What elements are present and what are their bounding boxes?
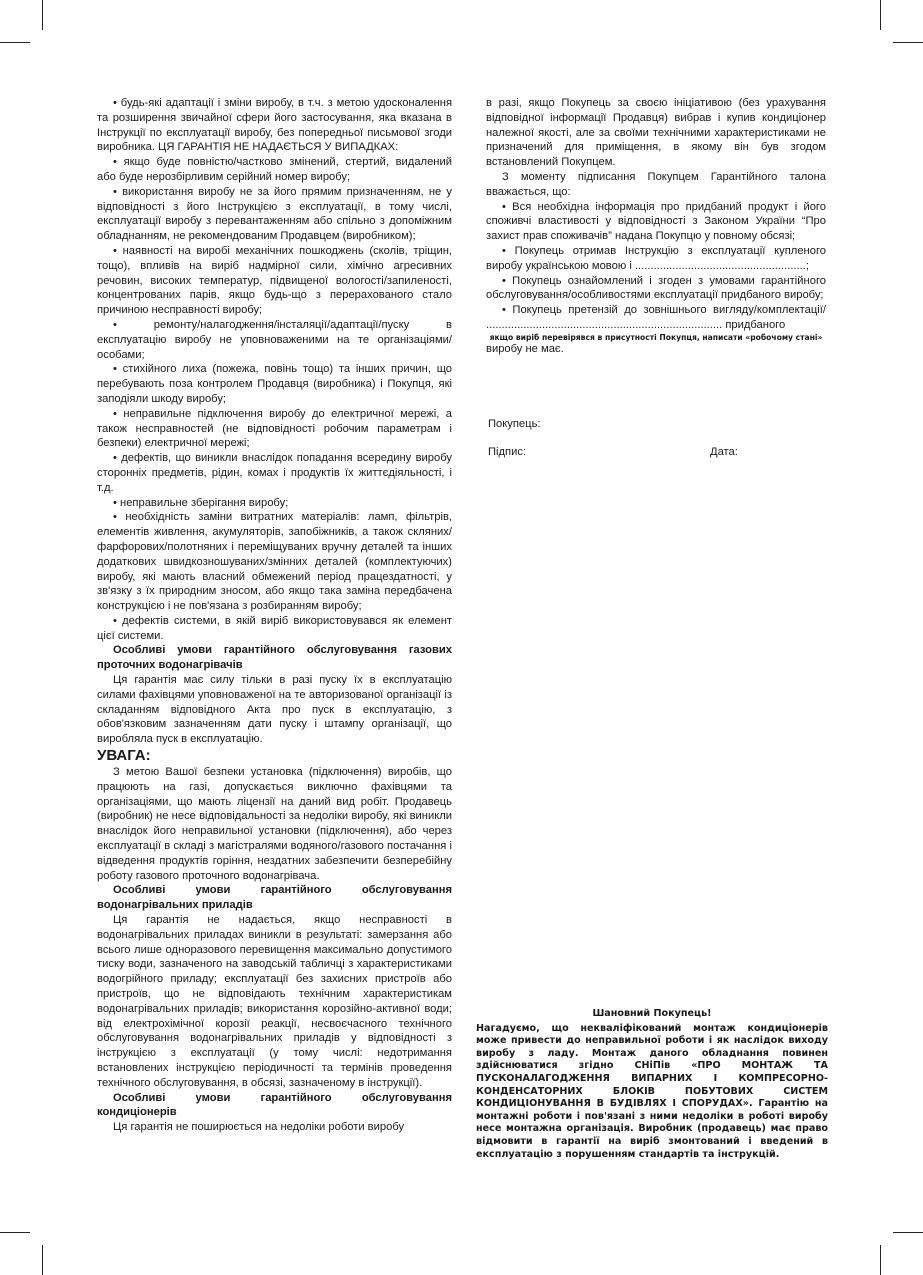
bullet-item: • Покупець претензій до зовнішнього вигляду/комплектації/ ............................................................................ придбаного: [486, 304, 826, 331]
bullet-item: • неправильне підключення виробу до електричної мережі, а також несправностей (не відповідності робочим параметрам і безпеки) електричної мережі;: [97, 407, 452, 450]
bullet-item: • стихійного лиха (пожежа, повінь тощо) та інших причин, що перебувають поза контролем Продавця (виробника) і Покупця, які заподіяли шкоду виробу;: [97, 363, 452, 405]
bullet-item: • використання виробу не за його прямим призначенням, не у відповідності з його Інструкцією з експлуатації, в тому числі, експлуатації виробу з перевантаженням або спільно з допоміжним обладнанням, не рекомендованим Продавцем (виробником);: [97, 185, 452, 243]
crop-mark-bottom-left-h: [0, 1232, 30, 1233]
date-label: Дата:: [710, 446, 738, 458]
paragraph: Ця гарантія має силу тільки в разі пуску їх в експлуатацію силами фахівцями уповноваженої на те авторизованої організації із складанням відповідного Акта про пуск в експлуатацію, з обов'язковим зазначенням дати пуску і штампу організації, що виробляла пуск в експлуатацію.: [97, 674, 452, 746]
bullet-item: • необхідність заміни витратних матеріалів: ламп, фільтрів, елементів живлення, акумуляторів, запобіжників, а також скляних/фарфорових/полотняних і переміщуваних вручну деталей та інших додаткових швидкозношуваних/змінних деталей (комплектуючих) виробу, які мають власний обмежений період працездатності, у зв'язку з їх природним зносом, або якщо така заміна передбачена конструкцією і не пов'язана з розбиранням виробу;: [97, 511, 452, 613]
right-column: [486, 96, 826, 357]
bullet-item: • дефектів, що виникли внаслідок попадання всередину виробу сторонніх предметів, рідин, комах і продуктів їх життєдіяльності, і т.д.: [97, 452, 452, 494]
field-hint-note: якщо виріб перевірявся в присутності Покупця, написати «робочому стані»: [489, 332, 823, 342]
crop-mark-bottom-right: [880, 1245, 881, 1275]
section-heading-water-heaters: Особливі умови гарантійного обслуговування водонагрівальних приладів: [97, 884, 452, 912]
notice-body: Нагадуємо, що некваліфікований монтаж кондиціонерів може привести до неправильної роботи і як наслідок виходу виробу з ладу. Монтаж даного обладнання повинен здійснюватися згідно СНіПів «ПРО МОНТАЖ ТА ПУСКОНАЛАГОДЖЕННЯ ВИПАРНИХ І КОМПРЕСОРНО-КОНДЕНСАТОРНИХ БЛОКІВ ПОБУТОВИХ СИСТЕМ КОНДИЦІОНУВАННЯ В БУДІВЛЯХ І СПОРУДАХ». Гарантію на монтажні роботи і пов'язані з ними недоліки в роботі виробу несе монтажна організація. Виробник (продавець) має право відмовити в гарантії на виріб змонтований і введений в експлуатацію з порушенням стандартів та інструкцій.: [476, 1022, 828, 1160]
bullet-item: • Вся необхідна інформація про придбаний продукт і його споживчі властивості у відповідності з Законом України “Про захист прав споживачів” надана Покупцю у повному обсязі;: [486, 200, 826, 243]
crop-mark-bottom-right-h: [893, 1232, 923, 1233]
left-column: [97, 96, 452, 1135]
section-heading-air-conditioners: Особливі умови гарантійного обслуговування кондиціонерів: [97, 1091, 452, 1119]
notice-title: Шановний Покупець!: [592, 1008, 712, 1019]
buyer-label: Покупець:: [488, 418, 541, 430]
section-heading-gas-heaters: Особливі умови гарантійного обслуговування газових проточних водонагрівачів: [97, 644, 452, 672]
bullet-item: • Покупець ознайомлений і згоден з умовами гарантійного обслуговування/особливостями експлуатації придбаного виробу;: [486, 274, 826, 302]
paragraph: виробу не має.: [486, 342, 564, 355]
crop-mark-top-right: [880, 0, 881, 30]
paragraph: в разі, якщо Покупець за своєю ініціативою (без урахування відповідної інформації Продавця) вибрав і купив кондиціонер належної якості, але за своїми технічними характеристиками не призначений для приміщення, в якому він був згодом встановлений Покупцем.: [486, 97, 826, 169]
bullet-item: • неправильне зберігання виробу;: [113, 496, 289, 509]
crop-mark-top-left-h: [0, 42, 30, 43]
paragraph: • будь-які адаптації і зміни виробу, в т.ч. з метою удосконалення та розширення звичайної сфери його застосування, яка вказана в Інструкції по експлуатації виробу, без попередньої письмової згоди виробника. ЦЯ ГАРАНТІЯ НЕ НАДАЄТЬСЯ У ВИПАДКАХ:: [97, 97, 452, 154]
bullet-item: • Покупець отримав Інструкцію з експлуатації купленого виробу українською мовою і .......................................................;: [486, 244, 826, 272]
paragraph: З метою Вашої безпеки установка (підключення) виробів, що працюють на газі, допускається виключно фахівцями та організаціями, що мають ліцензії на даний вид робіт. Продавець (виробник) не несе відповідальності за недоліки виробу, які виникли внаслідок його неправильної установки (підключення), або через експлуатації в складі з магістралями водяного/газового постачання і відведення продуктів горіння, нездатних забезпечити безперебійну роботу газового проточного водонагрівача.: [97, 766, 452, 882]
bullet-item: • якщо буде повністю/частково змінений, стертий, видалений або буде нерозбірливим серійний номер виробу;: [97, 156, 452, 183]
bullet-item: • наявності на виробі механічних пошкоджень (сколів, тріщин, тощо), впливів на виріб надмірної сили, хімічно агресивних речовин, високих температур, підвищеної вологості/запиленості, концентрованих парів, якщо будь-що з перерахованого стало причиною несправності виробу;: [97, 244, 452, 317]
paragraph: Ця гарантія не надається, якщо несправності в водонагрівальних приладах виникли в результаті: замерзання або всього лише одноразового перевищення максимально допустимого тиску води, зазначеного на заводській табличці з характеристиками водогрійного приладу; експлуатації без захисних пристроїв або пристроїв, що не відповідають технічним характеристикам водонагрівальних приладів; використання корозійно-активної води; від електрохімічної корозії реакції, несвоєчасного технічного обслуговування водонагрівальних приладів у відповідності з інструкцією з експлуатації (у тому числі: недотримання встановлених інструкцією періодичності та термінів проведення технічного обслуговування, в обсязі, зазначеному в інструкції).: [97, 914, 452, 1089]
bullet-item: • ремонту/налагодження/інсталяції/адаптації/пуску в експлуатацію виробу не уповноваженими на те організаціями/особами;: [97, 318, 452, 361]
paragraph: З моменту підписання Покупцем Гарантійного талона вважається, що:: [486, 170, 826, 198]
signature-label: Підпис:: [488, 446, 527, 458]
bullet-item: • дефектів системи, в якій виріб використовувався як елемент цієї системи.: [97, 614, 452, 642]
warning-heading: УВАГА:: [97, 747, 151, 765]
crop-mark-top-left: [42, 0, 43, 30]
crop-mark-bottom-left: [42, 1245, 43, 1275]
paragraph: Ця гарантія не поширюється на недоліки роботи виробу: [113, 1121, 405, 1134]
installation-notice: [476, 1008, 828, 1161]
crop-mark-top-right-h: [893, 42, 923, 43]
